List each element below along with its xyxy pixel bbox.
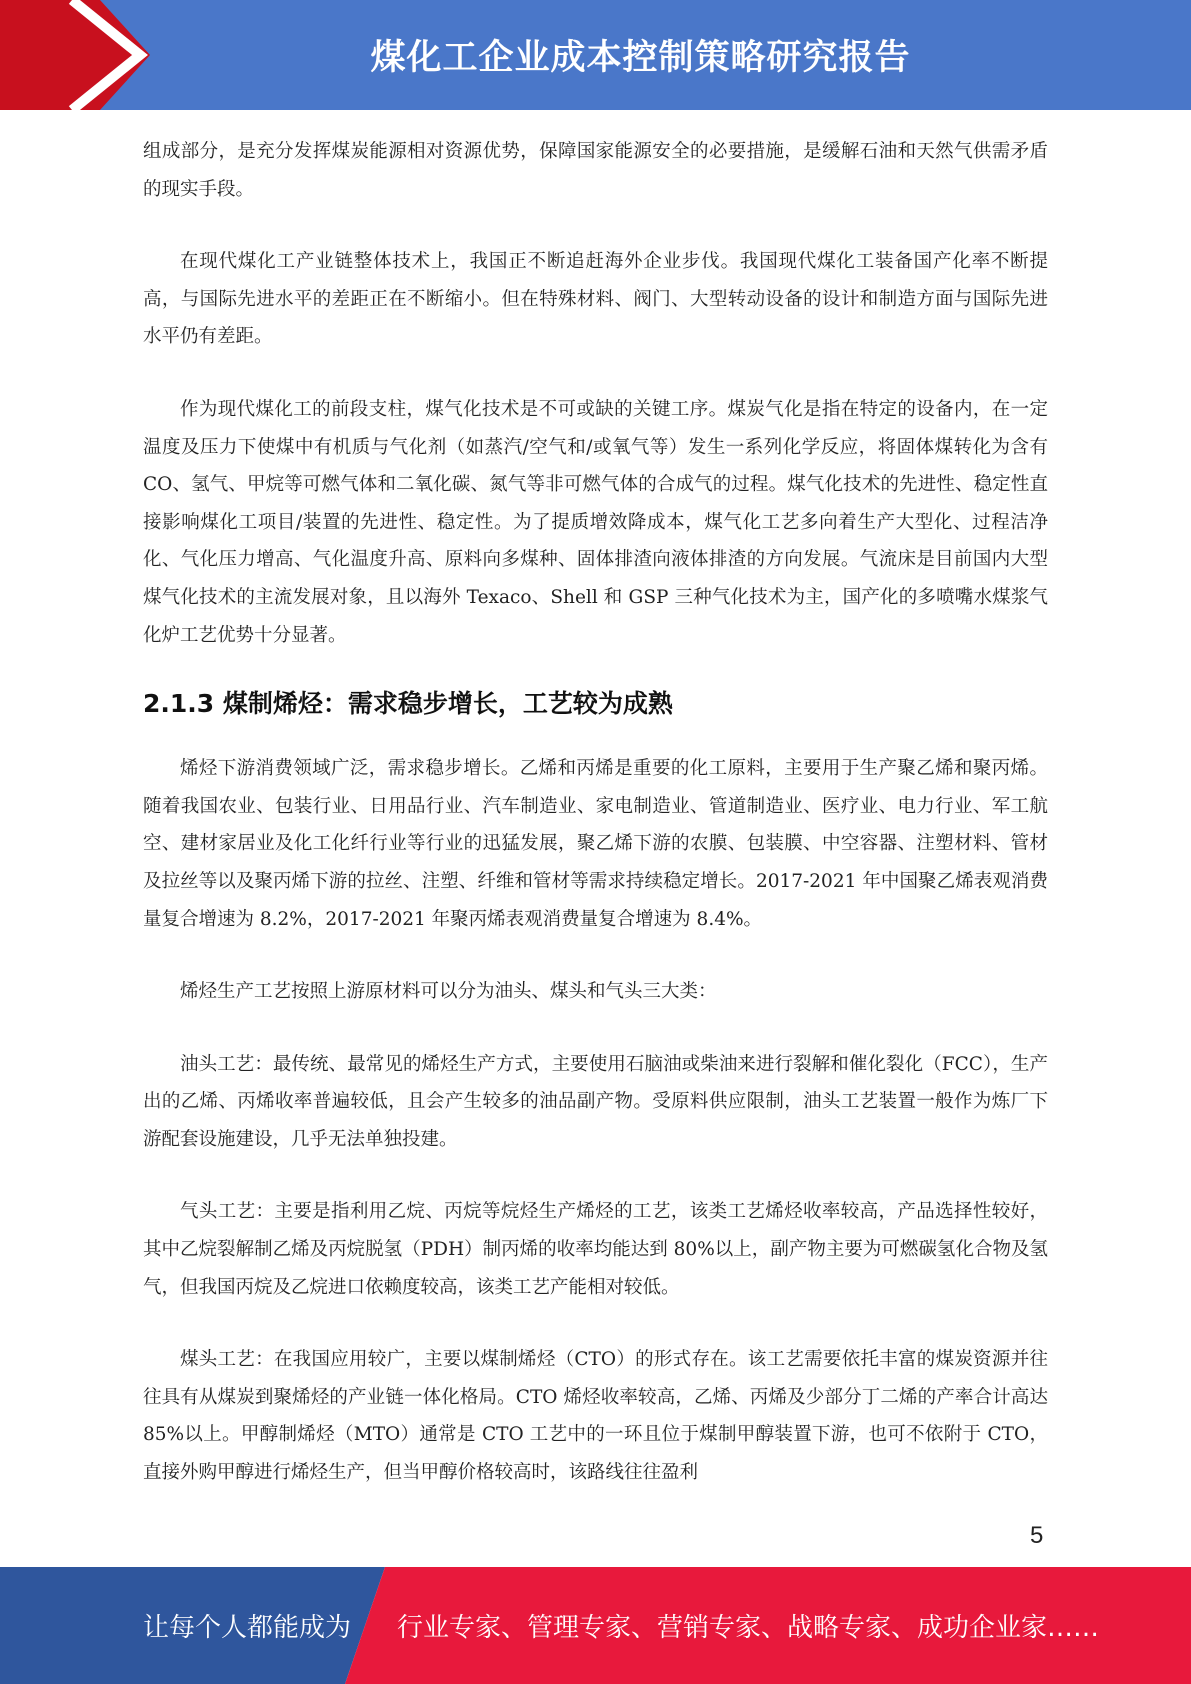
paragraph-coal-based: 煤头工艺：在我国应用较广，主要以煤制烯烃（CTO）的形式存在。该工艺需要依托丰富的煤炭资源并往往具有从煤炭到聚烯烃的产业链一体化格局。CTO 烯烃收率较高，乙烯、丙烯及少部分丁二烯的产率合计高达 85%以上。甲醇制烯烃（MTO）通常是 CTO 工艺中的一环且位于煤制甲醇装置下游，也可不依附于 CTO，直接外购甲醇进行烯烃生产，但当甲醇价格较高时，该路线往往盈利: [143, 1349, 1048, 1484]
paragraph-olefin-processes: 烯烃生产工艺按照上游原材料可以分为油头、煤头和气头三大类：: [180, 981, 717, 1003]
paragraph-oil-based: 油头工艺：最传统、最常见的烯烃生产方式，主要使用石脑油或柴油来进行裂解和催化裂化（FCC），生产出的乙烯、丙烯收率普遍较低，且会产生较多的油品副产物。受原料供应限制，油头工艺装置一般作为炼厂下游配套设施建设，几乎无法单独投建。: [143, 1053, 1048, 1150]
report-title: 煤化工企业成本控制策略研究报告: [370, 38, 911, 78]
section-heading-2-1-3: 2.1.3 煤制烯烃：需求稳步增长，工艺较为成熟: [143, 689, 673, 719]
document-body: [143, 133, 1048, 1527]
paragraph-gasification: 作为现代煤化工的前段支柱，煤气化技术是不可或缺的关键工序。煤炭气化是指在特定的设备内，在一定温度及压力下使煤中有机质与气化剂（如蒸汽/空气和/或氧气等）发生一系列化学反应，将固体煤转化为含有 CO、氢气、甲烷等可燃气体和二氧化碳、氮气等非可燃气体的合成气的过程。煤气化技术的先进性、稳定性直接影响煤化工项目/装置的先进性、稳定性。为了提质增效降成本，煤气化工艺多向着生产大型化、过程洁净化、气化压力增高、气化温度升高、原料向多煤种、固体排渣向液体排渣的方向发展。气流床是目前国内大型煤气化技术的主流发展对象，且以海外 Texaco、Shell 和 GSP 三种气化技术为主，国产化的多喷嘴水煤浆气化炉工艺优势十分显著。: [143, 398, 1048, 646]
footer-banner: [0, 1567, 1191, 1684]
page-number: 5: [1030, 1522, 1044, 1549]
paragraph-gas-based: 气头工艺：主要是指利用乙烷、丙烷等烷烃生产烯烃的工艺，该类工艺烯烃收率较高，产品选择性较好，其中乙烷裂解制乙烯及丙烷脱氢（PDH）制丙烯的收率均能达到 80%以上，副产物主要为可燃碳氢化合物及氢气，但我国丙烷及乙烷进口依赖度较高，该类工艺产能相对较低。: [143, 1201, 1048, 1298]
footer-slogan-right: 行业专家、管理专家、营销专家、战略专家、成功企业家……: [397, 1613, 1100, 1643]
footer-slogan-left: 让每个人都能成为: [143, 1613, 352, 1643]
paragraph-continuation: 组成部分，是充分发挥煤炭能源相对资源优势，保障国家能源安全的必要措施，是缓解石油和天然气供需矛盾的现实手段。: [143, 141, 1048, 200]
paragraph-tech-catchup: 在现代煤化工产业链整体技术上，我国正不断追赶海外企业步伐。我国现代煤化工装备国产化率不断提高，与国际先进水平的差距正在不断缩小。但在特殊材料、阀门、大型转动设备的设计和制造方面与国际先进水平仍有差距。: [143, 251, 1048, 348]
header-banner: [0, 0, 1191, 110]
paragraph-olefin-demand: 烯烃下游消费领域广泛，需求稳步增长。乙烯和丙烯是重要的化工原料，主要用于生产聚乙烯和聚丙烯。随着我国农业、包装行业、日用品行业、汽车制造业、家电制造业、管道制造业、医疗业、电力行业、军工航空、建材家居业及化工化纤行业等行业的迅猛发展，聚乙烯下游的农膜、包装膜、中空容器、注塑材料、管材及拉丝等以及聚丙烯下游的拉丝、注塑、纤维和管材等需求持续稳定增长。2017-2021 年中国聚乙烯表观消费量复合增速为 8.2%，2017-2021 年聚丙烯表观消费量复合增速为 8.4%。: [143, 758, 1048, 930]
